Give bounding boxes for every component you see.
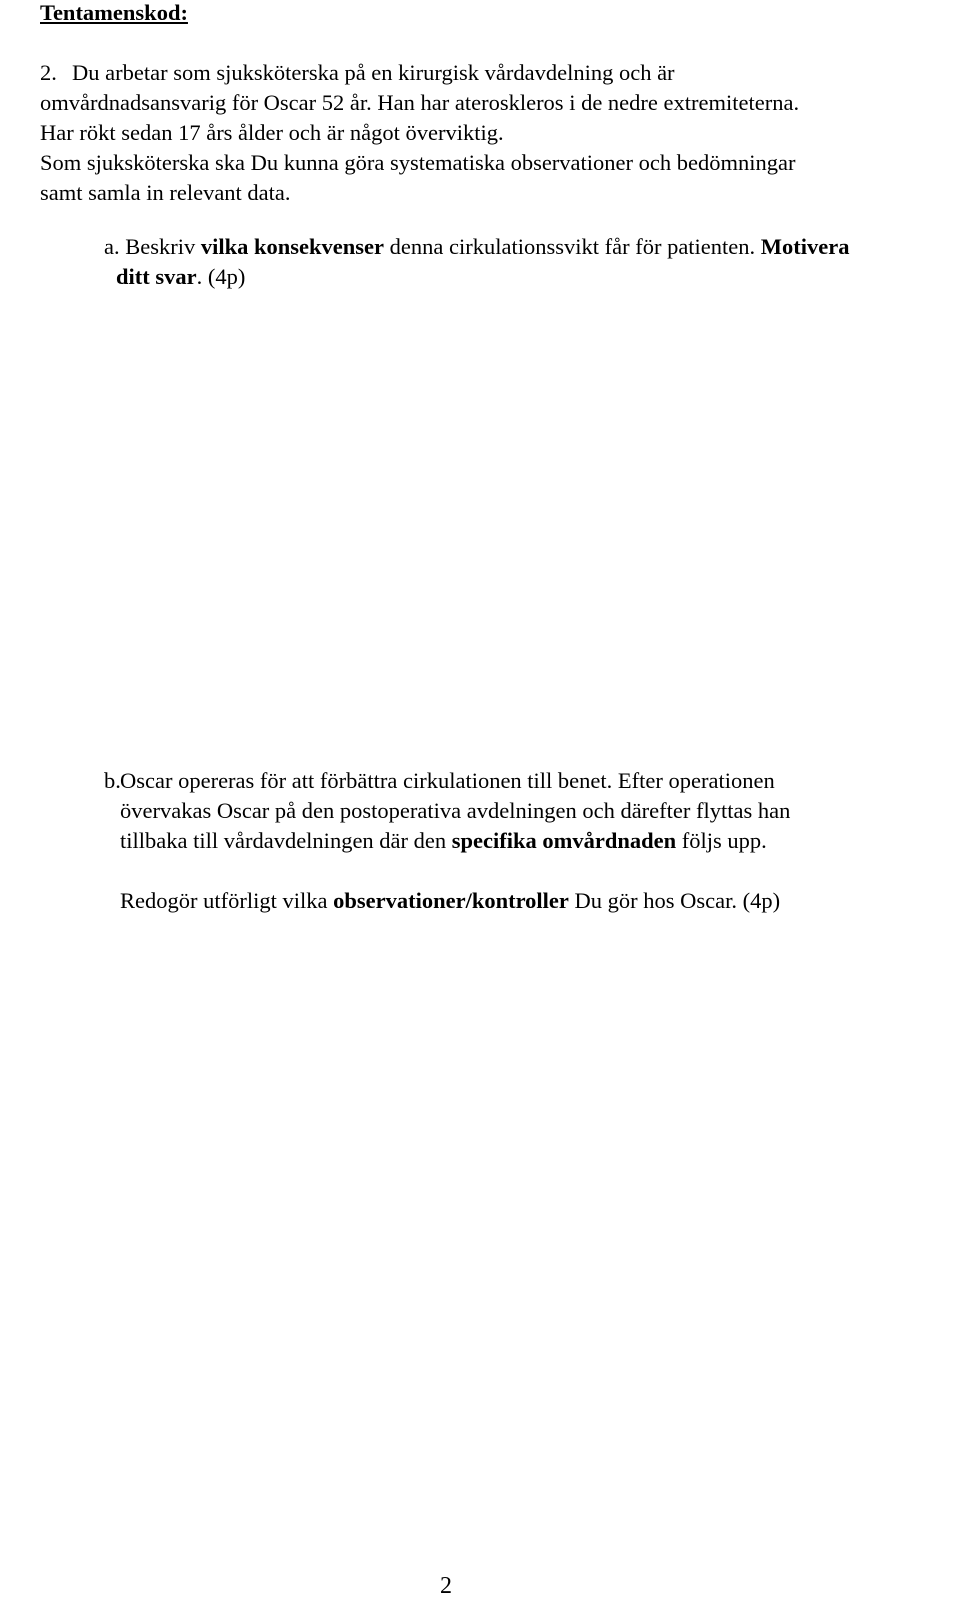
question-text-line: Som sjuksköterska ska Du kunna göra systematiska observationer och bedömningar: [40, 150, 796, 175]
subquestion-a-emphasis: ditt svar: [116, 264, 197, 289]
subquestion-b-line: övervakas Oscar på den postoperativa avdelningen och därefter flyttas han: [120, 798, 791, 823]
subquestion-a-label: a.: [104, 234, 120, 259]
question-text: [40, 88, 799, 208]
subquestion-b-text: följs upp.: [676, 828, 767, 853]
exam-code-heading: Tentamenskod:: [40, 0, 188, 25]
subquestion-b-text: tillbaka till vårdavdelningen där den: [120, 828, 452, 853]
subquestion-b-emphasis: specifika omvårdnaden: [451, 828, 677, 853]
subquestion-a-emphasis: vilka konsekvenser: [200, 234, 385, 259]
question-text-line: samt samla in relevant data.: [40, 180, 291, 205]
subquestion-b-task-text: Redogör utförligt vilka: [120, 888, 334, 913]
question-number: 2.: [40, 60, 57, 85]
subquestion-a-points: . (4p): [196, 264, 246, 289]
question-intro-line: Du arbetar som sjuksköterska på en kirurgisk vårdavdelning och är: [72, 60, 675, 85]
subquestion-a: [104, 232, 850, 292]
subquestion-a-line: [104, 262, 850, 292]
subquestion-b-line: Oscar opereras för att förbättra cirkulationen till benet. Efter operationen: [120, 768, 775, 793]
subquestion-a-text: denna cirkulationssvikt får för patienten.: [384, 234, 761, 259]
subquestion-b-line: [120, 826, 790, 856]
subquestion-b-task-emphasis: observationer/kontroller: [333, 888, 569, 913]
subquestion-a-line: [104, 232, 850, 262]
question-text-line: omvårdnadsansvarig för Oscar 52 år. Han har ateroskleros i de nedre extremiteterna.: [40, 90, 800, 115]
subquestion-a-emphasis: Motivera: [760, 234, 850, 259]
subquestion-b-label: b.: [104, 768, 121, 793]
page-number: 2: [440, 1573, 452, 1599]
subquestion-b-task-points: Du gör hos Oscar. (4p): [568, 888, 781, 913]
subquestion-a-text: Beskriv: [125, 234, 201, 259]
subquestion-b: [120, 766, 790, 856]
question-text-line: Har rökt sedan 17 års ålder och är något överviktig.: [40, 120, 504, 145]
subquestion-b-task: [120, 886, 780, 916]
question-intro: [72, 58, 675, 88]
